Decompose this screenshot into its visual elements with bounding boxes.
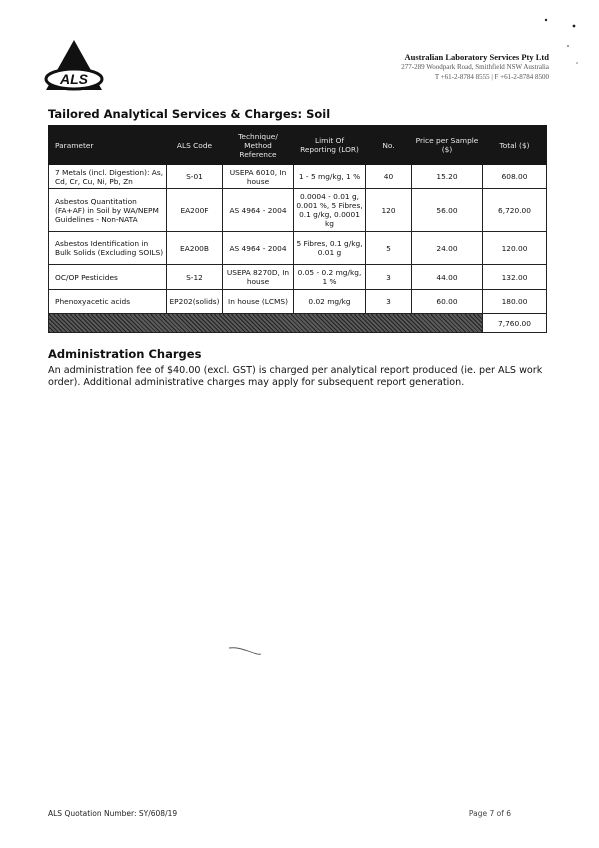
page-number: Page 7 of 6 (468, 809, 511, 818)
cell-no: 40 (366, 165, 412, 189)
table-row (49, 232, 547, 265)
admin-charges-text: An administration fee of $40.00 (excl. GST) is charged per analytical report produced (ie. per ALS work order). Additional administrative charges may apply for subsequent report generation. (48, 365, 543, 388)
table-header-row (49, 126, 547, 165)
cell-total: 180.00 (483, 290, 547, 314)
header-no: No. (366, 126, 412, 165)
cell-lor: 0.0004 - 0.01 g, 0.001 %, 5 Fibres, 0.1 g/kg, 0.0001 kg (294, 189, 366, 232)
quotation-number: ALS Quotation Number: SY/608/19 (48, 809, 178, 818)
cell-code: EA200B (167, 232, 223, 265)
cell-parameter: OC/OP Pesticides (49, 265, 167, 290)
table-row (49, 165, 547, 189)
cell-price: 24.00 (412, 232, 483, 265)
company-phone: T +61-2-8784 8555 | F +61-2-8784 8500 (434, 73, 549, 81)
section-title-admin: Administration Charges (48, 347, 202, 361)
header-technique: Technique/ Method Reference (223, 126, 294, 165)
cell-code: EP202(solids) (167, 290, 223, 314)
table-row (49, 290, 547, 314)
header-lor: Limit Of Reporting (LOR) (294, 126, 366, 165)
company-info (289, 52, 549, 82)
cell-price: 44.00 (412, 265, 483, 290)
cell-total: 6,720.00 (483, 189, 547, 232)
cell-code: EA200F (167, 189, 223, 232)
total-row (49, 314, 547, 333)
pen-mark (228, 643, 262, 657)
cell-lor: 0.02 mg/kg (294, 290, 366, 314)
company-address: 277-289 Woodpark Road, Smithfield NSW Australia (401, 63, 549, 71)
cell-price: 15.20 (412, 165, 483, 189)
grand-total: 7,760.00 (483, 314, 547, 333)
cell-no: 5 (366, 232, 412, 265)
total-row-shading (49, 314, 483, 333)
cell-no: 3 (366, 265, 412, 290)
cell-parameter: Asbestos Quantitation (FA+AF) in Soil by WA/NEPM Guidelines - Non-NATA (49, 189, 167, 232)
table-row (49, 265, 547, 290)
cell-parameter: 7 Metals (incl. Digestion): As, Cd, Cr, Cu, Ni, Pb, Zn (49, 165, 167, 189)
cell-no: 120 (366, 189, 412, 232)
cell-technique: AS 4964 - 2004 (223, 189, 294, 232)
cell-parameter: Asbestos Identification in Bulk Solids (Excluding SOILS) (49, 232, 167, 265)
cell-technique: USEPA 6010, In house (223, 165, 294, 189)
cell-total: 132.00 (483, 265, 547, 290)
cell-no: 3 (366, 290, 412, 314)
section-title-charges: Tailored Analytical Services & Charges: Soil (48, 107, 331, 121)
cell-parameter: Phenoxyacetic acids (49, 290, 167, 314)
table-row (49, 189, 547, 232)
cell-price: 60.00 (412, 290, 483, 314)
header-code: ALS Code (167, 126, 223, 165)
header-parameter: Parameter (49, 126, 167, 165)
cell-price: 56.00 (412, 189, 483, 232)
cell-lor: 0.05 - 0.2 mg/kg, 1 % (294, 265, 366, 290)
charges-table (48, 125, 547, 333)
als-logo (42, 38, 106, 94)
company-name: Australian Laboratory Services Pty Ltd (404, 52, 549, 62)
cell-code: S-12 (167, 265, 223, 290)
cell-technique: AS 4964 - 2004 (223, 232, 294, 265)
header-total: Total ($) (483, 126, 547, 165)
cell-total: 120.00 (483, 232, 547, 265)
cell-code: S-01 (167, 165, 223, 189)
cell-lor: 1 - 5 mg/kg, 1 % (294, 165, 366, 189)
header-price: Price per Sample ($) (412, 126, 483, 165)
cell-technique: In house (LCMS) (223, 290, 294, 314)
logo-text: ALS (60, 71, 88, 87)
cell-lor: 5 Fibres, 0.1 g/kg, 0.01 g (294, 232, 366, 265)
cell-technique: USEPA 8270D, In house (223, 265, 294, 290)
cell-total: 608.00 (483, 165, 547, 189)
